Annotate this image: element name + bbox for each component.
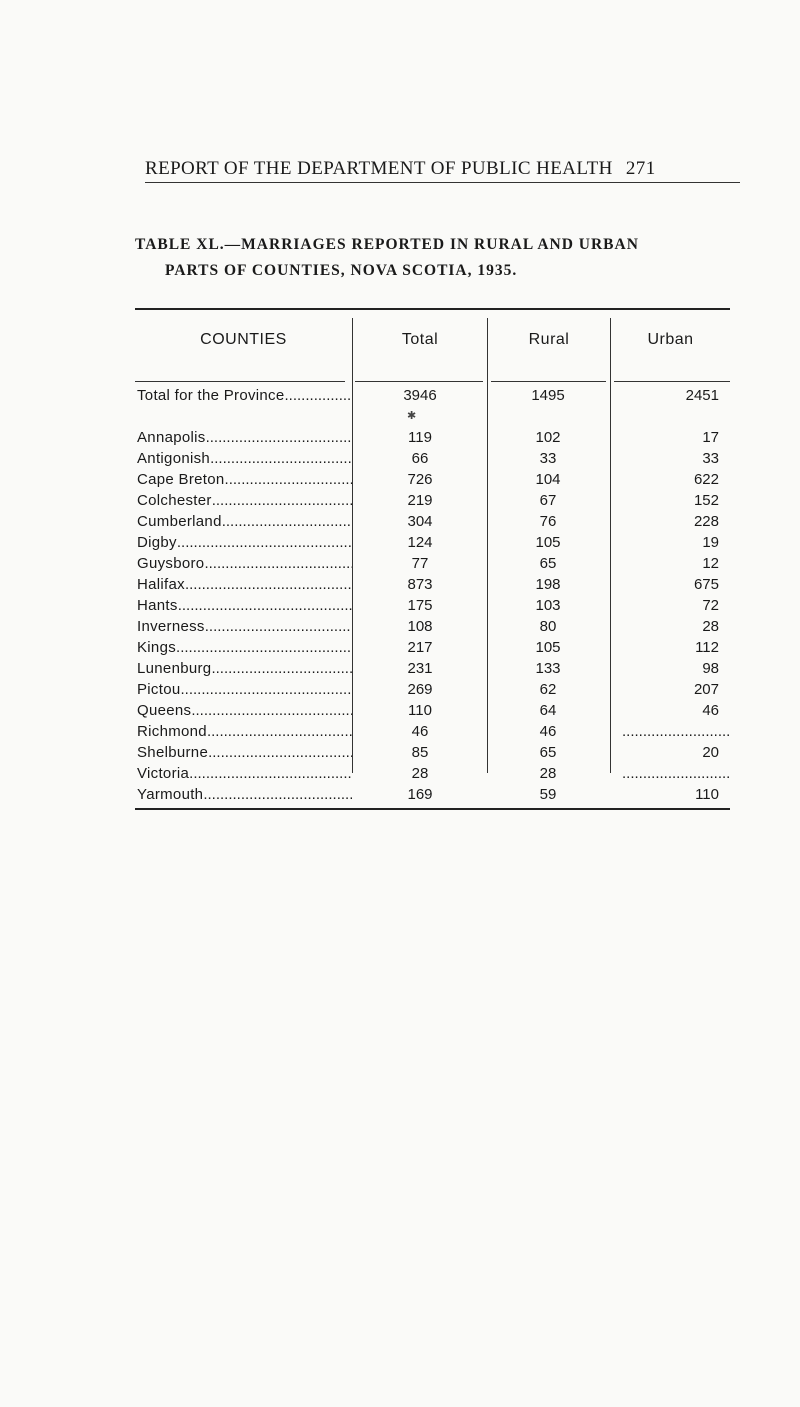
total-value: 77	[411, 555, 429, 572]
county-name: Queens .....	[137, 702, 352, 719]
county-name: Guysboro .....	[137, 555, 352, 572]
county-name: Richmond .....	[137, 723, 352, 740]
urban-value: 622	[693, 471, 719, 488]
total-value: 66	[411, 450, 429, 467]
header-rule	[491, 381, 606, 382]
rural-value: 198	[535, 576, 561, 593]
urban-value: 12	[702, 555, 719, 572]
table-row	[0, 450, 800, 471]
running-head	[145, 158, 656, 180]
total-value: 85	[411, 744, 429, 761]
county-name: Shelburne .....	[137, 744, 352, 761]
table-row	[0, 660, 800, 681]
table-row	[0, 786, 800, 807]
rural-value: 65	[539, 555, 557, 572]
table-bottom-rule	[135, 808, 730, 810]
urban-value: 20	[702, 744, 719, 761]
total-value: 269	[407, 681, 433, 698]
header-total: Total	[401, 331, 439, 348]
table-title	[135, 232, 639, 284]
rural-value: 103	[535, 597, 561, 614]
urban-value: 207	[693, 681, 719, 698]
header-urban: Urban	[647, 331, 694, 348]
table-row	[0, 534, 800, 555]
county-name: Cumberland .....	[137, 513, 352, 530]
urban-value-blank	[622, 723, 730, 740]
table-row	[0, 555, 800, 576]
running-head-rule	[145, 182, 740, 183]
rural-value: 46	[539, 723, 557, 740]
urban-value-blank	[622, 765, 730, 782]
county-name: Total for the Province .....	[137, 387, 352, 404]
total-value: 219	[407, 492, 433, 509]
county-name: Inverness .....	[137, 618, 352, 635]
urban-value: 110	[695, 786, 719, 803]
total-value: 217	[407, 639, 433, 656]
header-counties: COUNTIES	[200, 331, 287, 348]
urban-value: 72	[702, 597, 719, 614]
ink-smudge: ✱	[407, 410, 417, 422]
table-row	[0, 723, 800, 744]
total-value: 124	[407, 534, 433, 551]
total-value: 110	[408, 702, 432, 719]
county-name: Kings .....	[137, 639, 352, 656]
urban-value: 228	[693, 513, 719, 530]
county-name: Lunenburg .....	[137, 660, 352, 677]
rural-value: 80	[539, 618, 557, 635]
rural-value: 64	[539, 702, 557, 719]
urban-value: 112	[695, 639, 719, 656]
table-row	[0, 702, 800, 723]
county-name: Digby .....	[137, 534, 352, 551]
table-row	[0, 492, 800, 513]
urban-value: 2451	[685, 387, 719, 404]
table-row	[0, 618, 800, 639]
total-value: 108	[407, 618, 433, 635]
header-rule	[135, 381, 345, 382]
page-number: 271	[625, 158, 656, 179]
table-row	[0, 429, 800, 450]
urban-value: 98	[702, 660, 719, 677]
county-name: Colchester .....	[137, 492, 352, 509]
table-row	[0, 576, 800, 597]
urban-value: 46	[702, 702, 719, 719]
rural-value: 65	[539, 744, 557, 761]
rural-value: 33	[539, 450, 557, 467]
rural-value: 102	[535, 429, 561, 446]
urban-value: 152	[693, 492, 719, 509]
county-name: Antigonish .....	[137, 450, 352, 467]
county-name: Cape Breton .....	[137, 471, 352, 488]
urban-value: 675	[693, 576, 719, 593]
total-value: 304	[407, 513, 433, 530]
county-name: Victoria .....	[137, 765, 352, 782]
county-name: Hants .....	[137, 597, 352, 614]
urban-value: 33	[702, 450, 719, 467]
rural-value: 105	[535, 639, 561, 656]
header-rural: Rural	[528, 331, 570, 348]
table-title-line-2: PARTS OF COUNTIES, NOVA SCOTIA, 1935.	[165, 262, 518, 279]
total-value: 231	[407, 660, 433, 677]
table-row	[0, 765, 800, 786]
rural-value: 105	[535, 534, 561, 551]
rural-value: 62	[539, 681, 557, 698]
rural-value: 59	[539, 786, 557, 803]
urban-value: 17	[702, 429, 719, 446]
total-value: 175	[407, 597, 433, 614]
total-value: 3946	[403, 387, 437, 404]
rural-value: 104	[535, 471, 561, 488]
table-row	[0, 639, 800, 660]
total-value: 873	[407, 576, 433, 593]
total-value: 46	[411, 723, 429, 740]
total-value: 169	[407, 786, 433, 803]
header-rule	[614, 381, 730, 382]
table-row-province-total	[0, 387, 800, 408]
rural-value: 76	[539, 513, 557, 530]
rural-value: 67	[539, 492, 557, 509]
table-top-rule	[135, 308, 730, 310]
county-name: Yarmouth .....	[137, 786, 352, 803]
rural-value: 133	[535, 660, 561, 677]
total-value: 119	[408, 429, 432, 446]
urban-value: 19	[702, 534, 719, 551]
total-value: 726	[407, 471, 433, 488]
table-row	[0, 513, 800, 534]
running-head-title: REPORT OF THE DEPARTMENT OF PUBLIC HEALTH	[145, 158, 613, 179]
total-value: 28	[411, 765, 429, 782]
county-name: Annapolis .....	[137, 429, 352, 446]
table-title-line-1: TABLE XL.—MARRIAGES REPORTED IN RURAL AND URBAN	[135, 236, 639, 253]
rural-value: 1495	[531, 387, 565, 404]
county-name: Halifax .....	[137, 576, 352, 593]
table-row	[0, 744, 800, 765]
rural-value: 28	[539, 765, 557, 782]
table-row	[0, 681, 800, 702]
table-row	[0, 597, 800, 618]
table-row	[0, 471, 800, 492]
county-name: Pictou .....	[137, 681, 352, 698]
urban-value: 28	[702, 618, 719, 635]
header-rule	[355, 381, 483, 382]
